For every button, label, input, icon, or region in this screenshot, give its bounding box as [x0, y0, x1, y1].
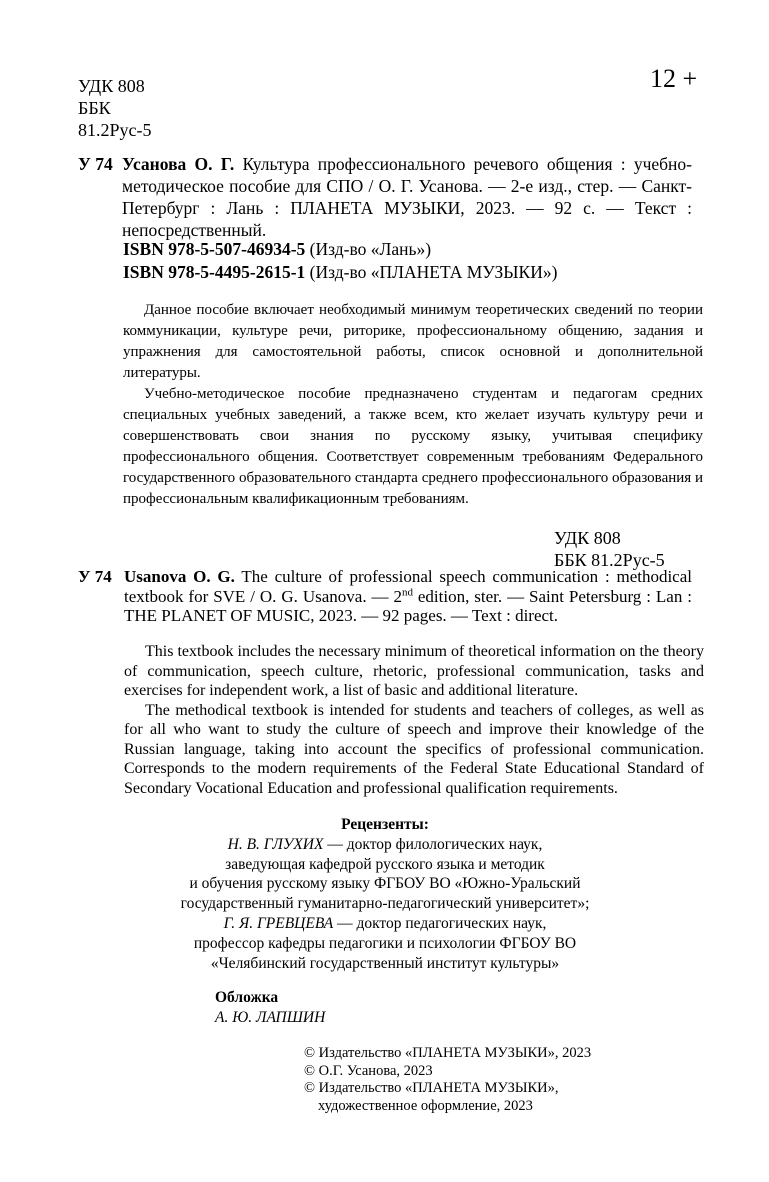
en-bbk-code: ББК 81.2Рус-5 — [554, 550, 665, 570]
copyright-line: художественное оформление, 2023 — [318, 1097, 533, 1114]
author-sign: У 74 — [78, 154, 113, 174]
isbn-line — [123, 238, 557, 261]
reviewer-line: «Челябинский государственный институт культуры» — [210, 954, 560, 972]
copyright-line: © О.Г. Усанова, 2023 — [304, 1062, 433, 1079]
reviewer-name: Н. В. ГЛУХИХ — [227, 835, 324, 853]
ru-entry-body — [122, 153, 692, 241]
isbn-publisher: (Изд-во «Лань») — [309, 239, 432, 259]
reviewer-line: заведующая кафедрой русского языка и методик — [225, 855, 545, 873]
copyright-line: © Издательство «ПЛАНЕТА МУЗЫКИ», 2023 — [304, 1045, 592, 1061]
reviewer-line: и обучения русскому языку ФГБОУ ВО «Южно-Уральский — [189, 875, 581, 893]
en-annotation — [124, 642, 704, 798]
ru-annotation-paragraph: Данное пособие включает необходимый минимум теоретических сведений по теории коммуникации, культуре речи, риторике, профессиональному общению, задания и упражнения для самостоятельной работы, список основной и дополнительной литературы. — [123, 302, 703, 381]
reviewer-line — [140, 835, 630, 855]
isbn-line — [123, 261, 557, 284]
en-entry-body — [124, 567, 692, 626]
ru-annotation-paragraph: Учебно-методическое пособие предназначено студентам и педагогам средних специальных учебных заведений, а также всем, кто желает изучать культуру речи и совершенствовать свои знания по русскому языку, учитывая специфику профессионального общения. Соответствует современным требованиям Федерального государственного образовательного стандарта среднего профессионального образования и профессиональным квалификационным требованиям. — [123, 386, 703, 507]
isbn-number: ISBN 978-5-507-46934-5 — [123, 239, 306, 259]
en-udk-code: УДК 808 — [554, 528, 621, 548]
copyright-line: © Издательство «ПЛАНЕТА МУЗЫКИ», — [304, 1080, 559, 1096]
cover-credit — [215, 988, 325, 1028]
copyright-block — [304, 1045, 591, 1115]
en-annotation-paragraph: This textbook includes the necessary minimum of theoretical information on the theory of communication, speech culture, rhetoric, professional communication, tasks and exercises for independent work, a list of basic and additional literature. — [124, 643, 704, 699]
classification-block — [78, 75, 152, 141]
en-author-sign: У 74 — [78, 567, 112, 586]
en-annotation-paragraph: The methodical textbook is intended for students and teachers of colleges, as well as for all who want to study the culture of speech and improve their knowledge of the Russian language, taking into account the specifics of professional communication. Corresponds to the modern requirements of the Federal State Educational Standard of Secondary Vocational Education and professional qualification requirements. — [124, 701, 704, 797]
reviewer-degree: — доктор филологических наук, — [323, 835, 543, 853]
udk-code: УДК 808 — [78, 76, 145, 96]
cover-designer: А. Ю. ЛАПШИН — [215, 1009, 326, 1026]
reviewer-degree: — доктор педагогических наук, — [333, 914, 547, 932]
bbk-label: ББК — [78, 98, 111, 118]
reviewer-line — [140, 914, 630, 934]
reviewers-block — [140, 815, 630, 973]
ru-author: Усанова О. Г. — [122, 154, 235, 174]
reviewer-name: Г. Я. ГРЕВЦЕВА — [223, 914, 334, 932]
ru-entry-text: Культура профессионального речевого общения : учебно-методическое пособие для СПО / О. Г. Усанова. — 2-е изд., стер. — Санкт-Петербург : Лань : ПЛАНЕТА МУЗЫКИ, 2023. — 92 с. — Текст : непосредственный. — [122, 154, 692, 240]
reviewer-line: профессор кафедры педагогики и психологии ФГБОУ ВО — [193, 934, 577, 952]
bbk-code: 81.2Рус-5 — [78, 120, 152, 140]
reviewers-title: Рецензенты: — [341, 816, 429, 833]
en-author: Usanova O. G. — [124, 567, 235, 586]
isbn-publisher: (Изд-во «ПЛАНЕТА МУЗЫКИ») — [309, 262, 558, 282]
en-entry-sup: nd — [401, 585, 413, 598]
age-rating: 12 + — [650, 64, 698, 93]
en-classification-block — [554, 527, 665, 571]
en-entry-text-a: The culture of professional speech communication : methodical textbook for SVE / O. G. Usanova. — 2 — [124, 567, 692, 606]
reviewer-line: государственный гуманитарно-педагогический университет»; — [180, 895, 590, 913]
ru-bibliographic-entry — [78, 153, 692, 241]
en-bibliographic-entry — [78, 567, 692, 626]
en-entry-text-b: edition, ster. — Saint Petersburg : Lan : THE PLANET OF MUSIC, 2023. — 92 pages. — Text : direct. — [124, 586, 692, 625]
isbn-block — [123, 238, 557, 284]
ru-annotation — [123, 300, 703, 510]
cover-title: Обложка — [215, 989, 279, 1006]
isbn-number: ISBN 978-5-4495-2615-1 — [123, 262, 306, 282]
